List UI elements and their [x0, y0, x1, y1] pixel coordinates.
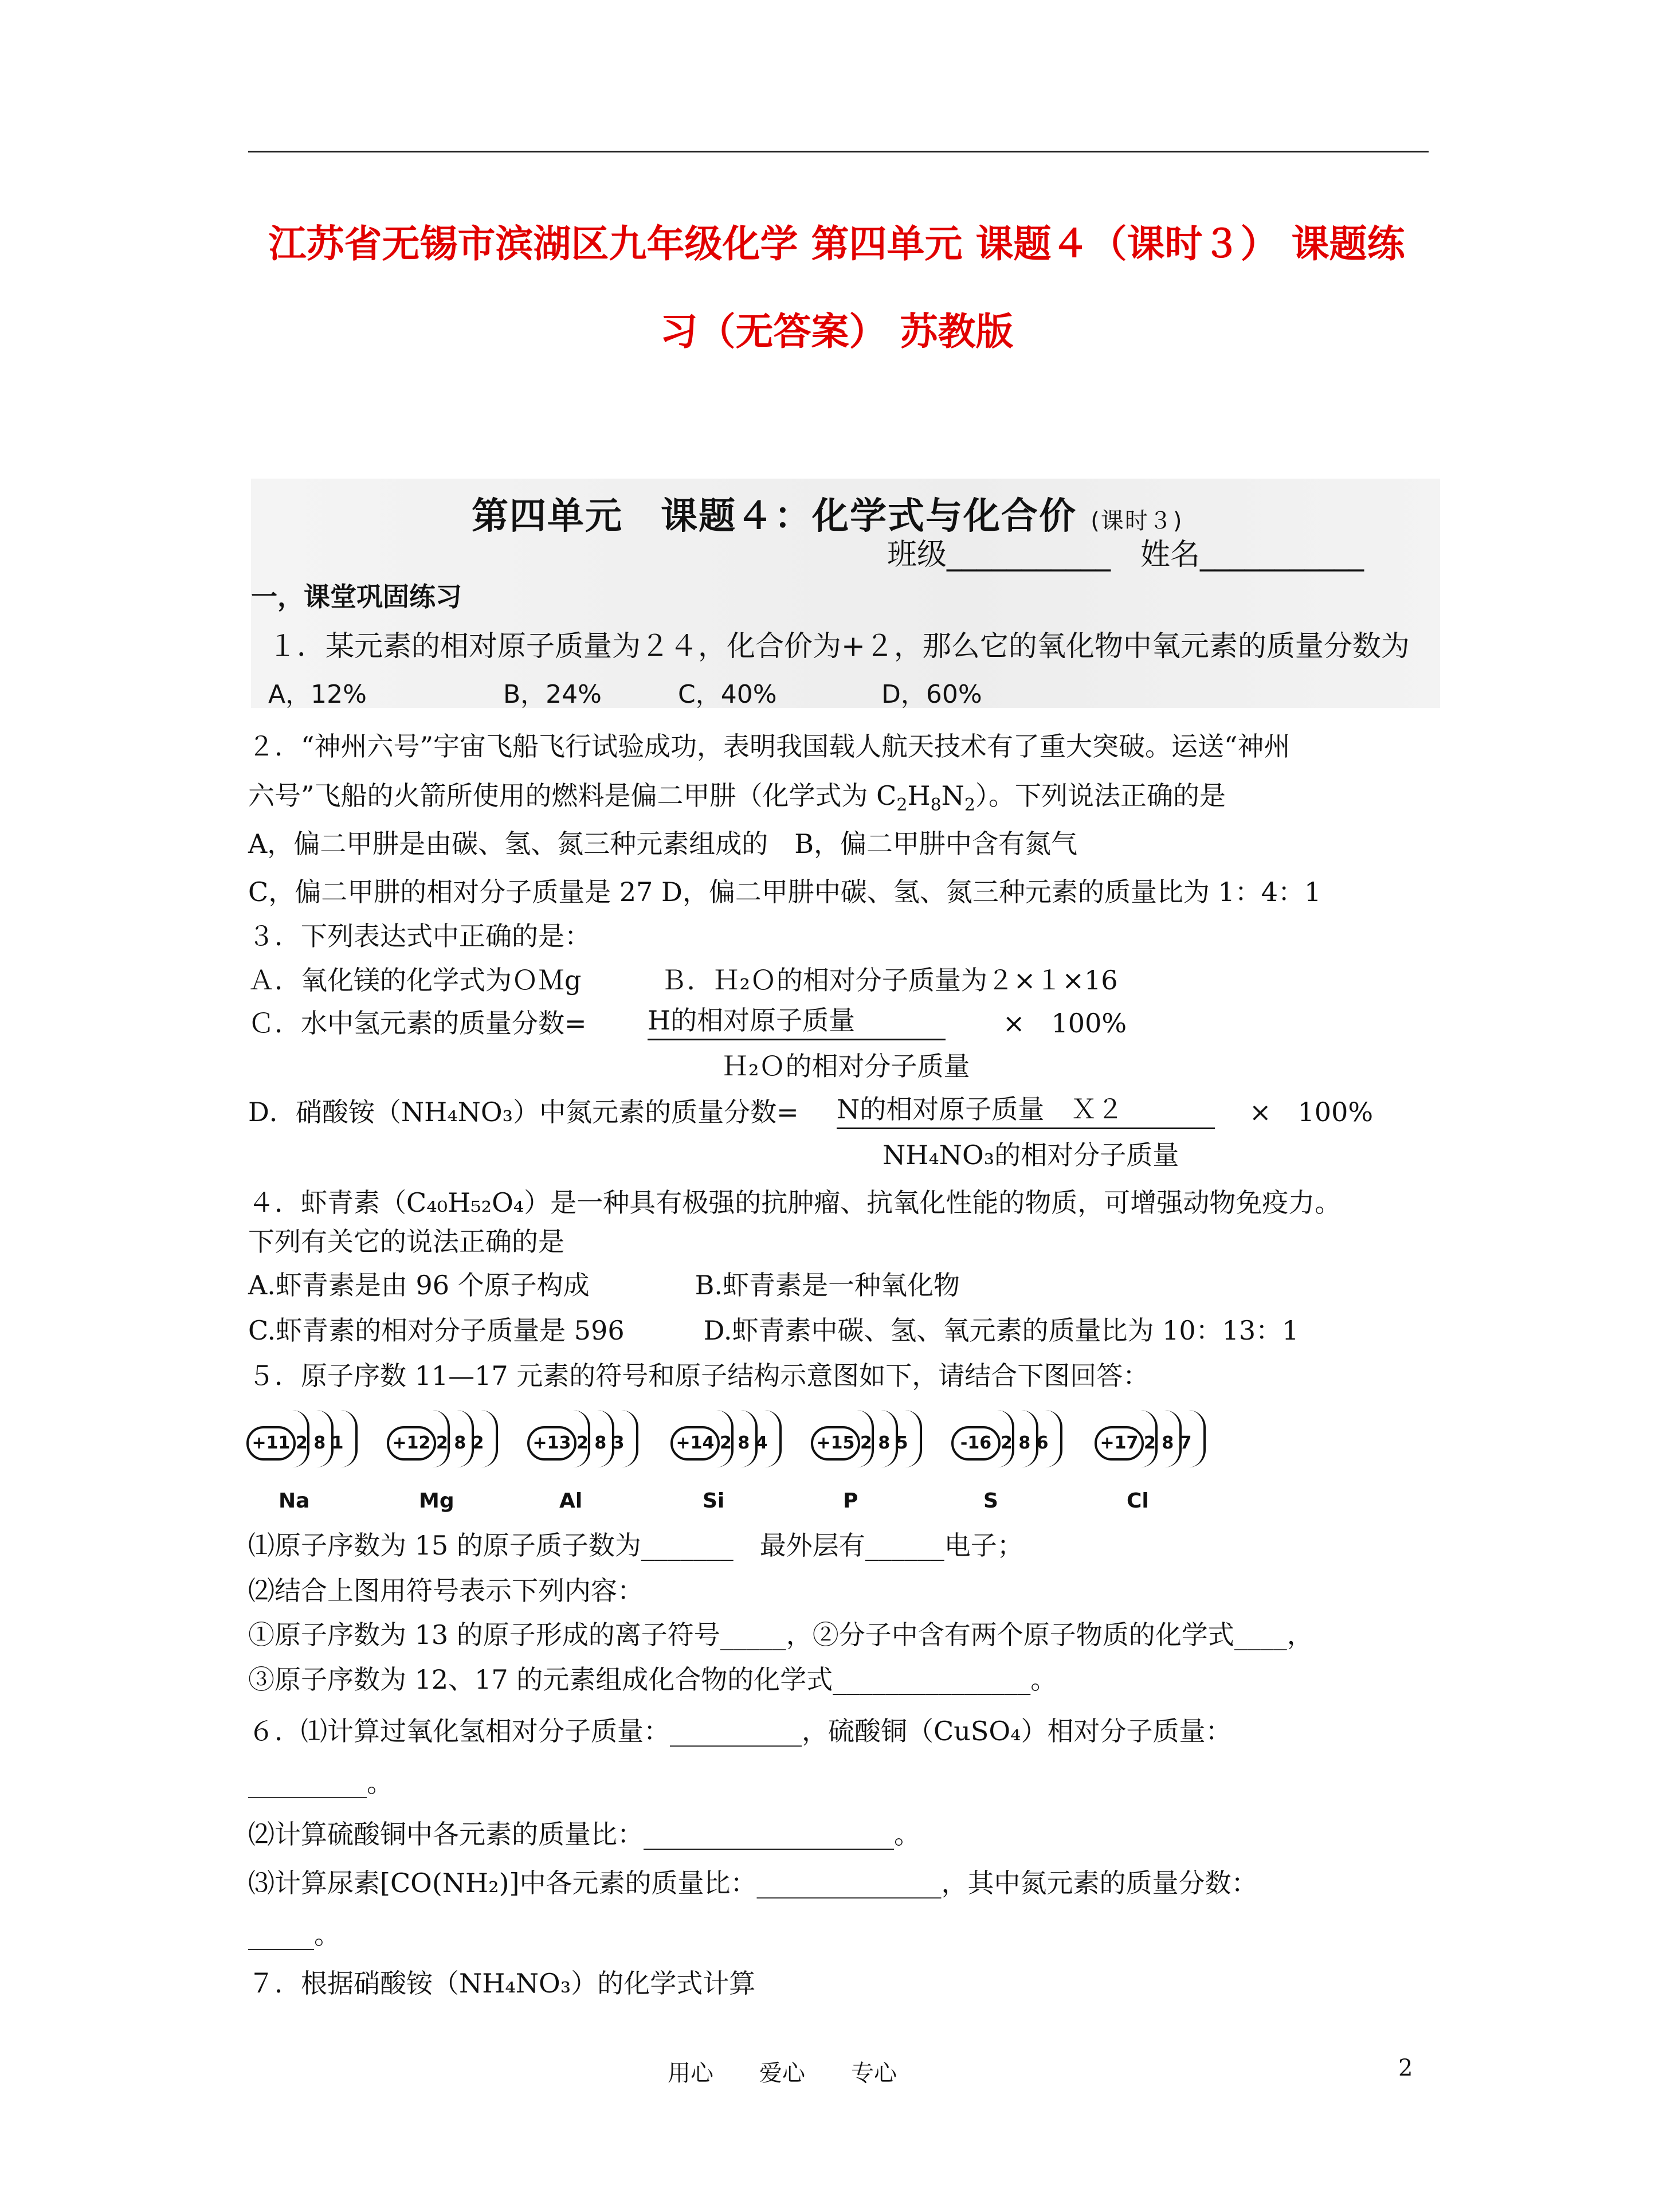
na-symbol: Na	[279, 1489, 310, 1513]
atomic-structure-diagrams	[246, 1410, 1255, 1519]
question-1: １．某元素的相对原子质量为２４，化合价为+２，那么它的氧化物中氧元素的质量分数为	[268, 629, 1410, 663]
worksheet-heading-text: 第四单元 课题４：化学式与化合价	[472, 495, 1077, 538]
cl-nucleus: +17	[1095, 1426, 1144, 1461]
q2-sub-2: 8	[930, 795, 942, 816]
q2-text-post: ）。下列说法正确的是	[975, 780, 1226, 811]
section-heading: 一，课堂巩固练习	[251, 581, 462, 612]
q1-option-b: B，24%	[503, 680, 602, 709]
question-5-part2: ⑵结合上图用符号表示下列内容：	[248, 1575, 644, 1606]
q3c-multiplier: × 100%	[1003, 1008, 1127, 1039]
p-electron-shells: 2 8 5	[860, 1433, 908, 1453]
s-symbol: S	[983, 1489, 998, 1513]
q2-text-pre: 六号”飞船的火箭所使用的燃料是偏二甲肼（化学式为 C	[248, 780, 897, 811]
mg-symbol: Mg	[419, 1489, 454, 1513]
question-4-line1: ４．虾青素（C₄₀H₅₂O₄）是一种具有极强的抗肿瘤、抗氧化性能的物质，可增强动物免疫力。	[248, 1187, 1342, 1218]
atom-diagram-si	[670, 1410, 802, 1519]
s-nucleus: -16	[951, 1426, 1001, 1461]
question-3-option-c-prefix: Ｃ．水中氢元素的质量分数=	[248, 1008, 587, 1039]
mg-nucleus: +12	[387, 1426, 436, 1461]
scanned-worksheet-header	[251, 479, 1440, 708]
header-rule	[248, 151, 1429, 152]
page-number: 2	[1398, 2055, 1413, 2081]
atom-diagram-na	[246, 1410, 378, 1519]
q2-sub-1: 2	[896, 795, 908, 816]
question-6-part2: ⑵计算硫酸铜中各元素的质量比：___________________。	[248, 1819, 920, 1850]
q1-option-c: C，40%	[678, 680, 777, 709]
question-4-options-ab: A.虾青素是由 96 个原子构成 B.虾青素是一种氧化物	[248, 1270, 960, 1301]
atom-diagram-cl	[1095, 1410, 1226, 1519]
question-3-options-ab: Ａ．氧化镁的化学式为ＯＭg Ｂ．Ｈ₂Ｏ的相对分子质量为２×１×16	[248, 965, 1118, 996]
si-nucleus: +14	[670, 1426, 720, 1461]
q2-sub-3: 2	[964, 795, 975, 816]
cl-symbol: Cl	[1127, 1489, 1149, 1513]
q3d-numerator: N的相对原子质量 Ｘ２	[837, 1094, 1124, 1125]
question-2-line1: ２．“神州六号”宇宙飞船飞行试验成功，表明我国载人航天技术有了重大突破。运送“神州	[248, 731, 1291, 762]
na-nucleus: +11	[246, 1426, 296, 1461]
question-3-option-d-prefix: D．硝酸铵（NH₄NO₃）中氮元素的质量分数=	[248, 1097, 799, 1127]
question-2-options-cd: C，偏二甲肼的相对分子质量是 27 D，偏二甲肼中碳、氢、氮三种元素的质量比为 1：4：1	[248, 876, 1321, 907]
q1-option-d: D，60%	[881, 680, 982, 709]
question-5-part2-line1: ①原子序数为 13 的原子形成的离子符号_____，②分子中含有两个原子物质的化学式____，	[248, 1619, 1313, 1650]
q3d-fraction-bar	[837, 1127, 1215, 1129]
al-nucleus: +13	[527, 1426, 576, 1461]
atom-diagram-al	[527, 1410, 659, 1519]
question-6-part3: ⑶计算尿素[CO(NH₂)]中各元素的质量比：______________，其中氮元素的质量分数：	[248, 1868, 1258, 1898]
question-5-part2-line2: ③原子序数为 12、17 的元素组成化合物的化学式_______________。	[248, 1664, 1057, 1695]
question-5-part1: ⑴原子序数为 15 的原子质子数为_______ 最外层有______电子；	[248, 1530, 1023, 1561]
s-electron-shells: 2 8 6	[1001, 1433, 1049, 1453]
q3c-numerator: H的相对原子质量	[648, 1005, 856, 1036]
question-6-part1-cont: _________。	[248, 1767, 393, 1798]
q2-text-n: N	[941, 780, 964, 811]
question-4-line2: 下列有关它的说法正确的是	[248, 1226, 564, 1257]
si-symbol: Si	[703, 1489, 725, 1513]
question-6-part1: ６．⑴计算过氧化氢相对分子质量：__________，硫酸铜（CuSO₄）相对分子质量：	[248, 1716, 1232, 1747]
p-nucleus: +15	[811, 1426, 860, 1461]
document-title-line1: 江苏省无锡市滨湖区九年级化学 第四单元 课题４（课时３） 课题练	[268, 221, 1405, 266]
mg-electron-shells: 2 8 2	[436, 1433, 484, 1453]
question-4-options-cd: C.虾青素的相对分子质量是 596 D.虾青素中碳、氢、氧元素的质量比为 10：13：1	[248, 1315, 1299, 1346]
question-3: ３．下列表达式中正确的是：	[248, 921, 591, 952]
al-electron-shells: 2 8 3	[576, 1433, 625, 1453]
atom-diagram-s	[951, 1410, 1083, 1519]
cl-electron-shells: 2 8 7	[1144, 1433, 1192, 1453]
question-5: ５．原子序数 11—17 元素的符号和原子结构示意图如下，请结合下图回答：	[248, 1360, 1150, 1391]
question-6-part3-cont: _____。	[248, 1919, 340, 1950]
question-2-line2	[248, 778, 1226, 823]
p-symbol: P	[843, 1489, 858, 1513]
question-2-options-ab: A，偏二甲肼是由碳、氢、氮三种元素组成的 B，偏二甲肼中含有氮气	[248, 828, 1078, 859]
footer-motto: 用心 爱心 专心	[668, 2060, 897, 2086]
atom-diagram-mg	[387, 1410, 519, 1519]
question-7: ７．根据硝酸铵（NH₄NO₃）的化学式计算	[248, 1968, 756, 1999]
na-electron-shells: 2 8 1	[296, 1433, 344, 1453]
q3c-fraction-bar	[648, 1039, 946, 1040]
al-symbol: Al	[559, 1489, 583, 1513]
document-title-line2: 习（无答案） 苏教版	[660, 309, 1014, 354]
q3c-denominator: Ｈ₂Ｏ的相对分子质量	[722, 1051, 970, 1082]
q3d-multiplier: × 100%	[1249, 1097, 1374, 1127]
q3d-denominator: NH₄NO₃的相对分子质量	[883, 1140, 1179, 1170]
q1-option-a: A，12%	[268, 680, 367, 709]
atom-diagram-p	[811, 1410, 943, 1519]
worksheet-heading-lesson: (课时３)	[1091, 508, 1183, 534]
si-electron-shells: 2 8 4	[720, 1433, 768, 1453]
q2-text-h: H	[907, 780, 931, 811]
class-name-line: 班级___________ 姓名___________	[887, 538, 1364, 572]
